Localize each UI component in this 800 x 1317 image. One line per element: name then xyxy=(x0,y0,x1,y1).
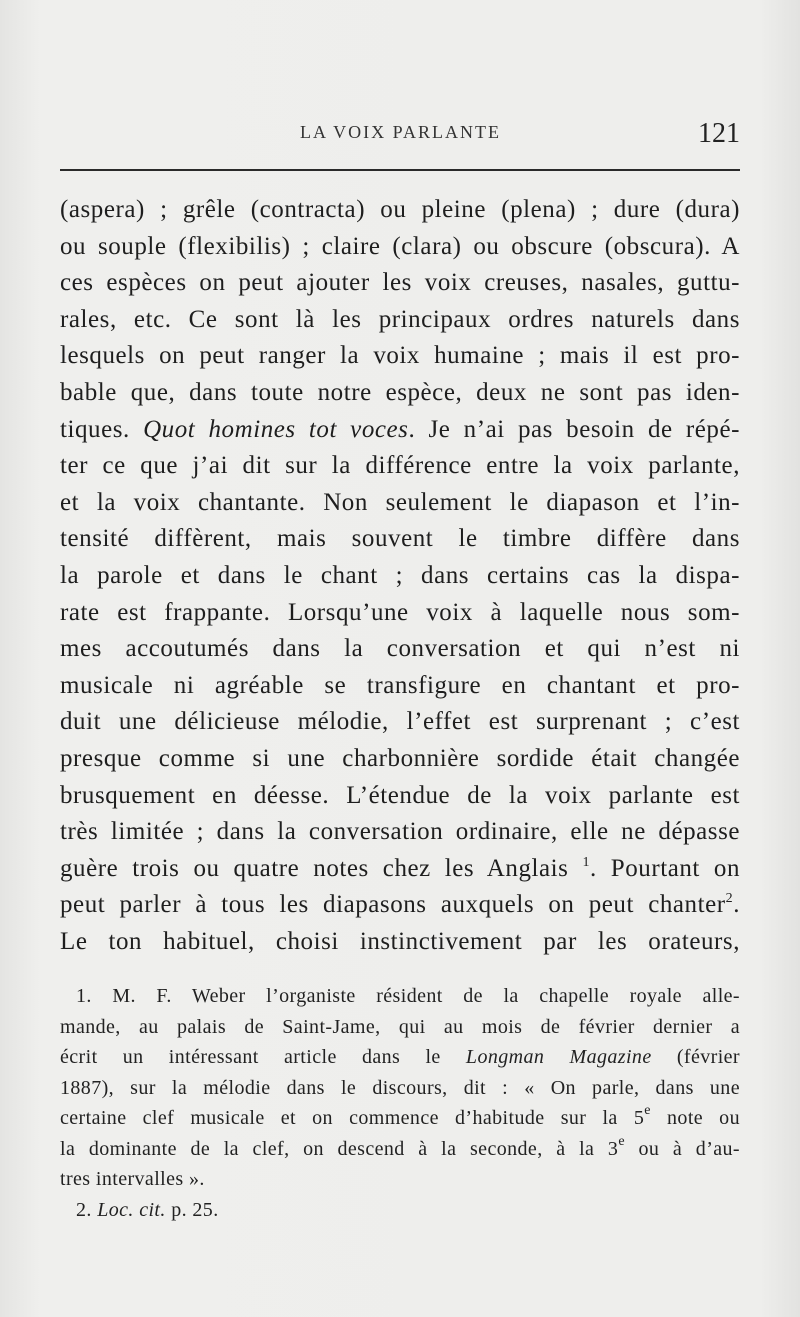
text-fragment: (février xyxy=(651,1046,740,1068)
text-line: presque comme si une charbonnière sordide était changée xyxy=(60,744,740,772)
text-line: ou souple (flexibilis) ; claire (clara) ou obscure (obscura). A xyxy=(60,232,740,260)
running-title: LA VOIX PARLANTE xyxy=(300,122,502,142)
text-line: mes accoutumés dans la conversation et qui n’est ni xyxy=(60,635,740,663)
text-line: ces espèces on peut ajouter les voix creuses, nasales, guttu- xyxy=(60,269,740,297)
text-fragment: . Je n’ai pas besoin de répé- xyxy=(408,415,740,443)
footnote-line: tres intervalles ». xyxy=(60,1168,205,1190)
text-fragment: p. 25. xyxy=(165,1198,219,1221)
text-line: ter ce que j’ai dit sur la différence entre la voix parlante, xyxy=(60,452,740,480)
footnote-line: mande, au palais de Saint-Jame, qui au mois de février dernier a xyxy=(60,1015,740,1038)
footnote-line: 1887), sur la mélodie dans le discours, dit : « On parle, dans une xyxy=(60,1076,740,1099)
text-line: brusquement en déesse. L’étendue de la voix parlante est xyxy=(60,781,740,809)
text-line: et la voix chantante. Non seulement le diapason et l’in- xyxy=(60,488,740,516)
footnote-ref-1: 1 xyxy=(582,854,590,870)
footnote-line xyxy=(60,1134,740,1165)
footnote-line xyxy=(60,1195,740,1226)
text-line: très limitée ; dans la conversation ordinaire, elle ne dépasse xyxy=(60,818,740,846)
text-line xyxy=(60,887,740,924)
footnote-line: 1. M. F. Weber l’organiste résident de la chapelle royale alle- xyxy=(76,985,740,1007)
text-fragment: ou à d’au- xyxy=(624,1137,740,1160)
text-line: lesquels on peut ranger la voix humaine ; mais il est pro- xyxy=(60,342,740,370)
magazine-title: Longman Magazine xyxy=(465,1046,652,1068)
body-text xyxy=(60,192,740,960)
text-fragment: 2. xyxy=(76,1198,98,1221)
footnote-ref-2: 2 xyxy=(725,891,734,907)
text-line: rales, etc. Ce sont là les principaux ordres naturels dans xyxy=(60,305,740,333)
text-line: Le ton habituel, choisi instinctivement par les orateurs, xyxy=(60,927,740,955)
text-line: (aspera) ; grêle (contracta) ou pleine (plena) ; dure (dura) xyxy=(60,196,740,223)
text-line: musicale ni agréable se transfigure en chantant et pro- xyxy=(60,671,740,699)
text-fragment: certaine clef musicale et on commence d’habitude sur la 5 xyxy=(60,1107,645,1129)
ordinal-sup: e xyxy=(618,1133,625,1149)
page-header xyxy=(60,118,740,152)
text-line: la parole et dans le chant ; dans certains cas la dispa- xyxy=(60,561,740,589)
text-line: rate est frappante. Lorsqu’une voix à laquelle nous som- xyxy=(60,598,740,626)
footnote-line xyxy=(60,1103,740,1134)
latin-quote: Quot homines tot voces xyxy=(143,415,409,443)
text-line xyxy=(60,412,740,449)
text-line: bable que, dans toute notre espèce, deux ne sont pas iden- xyxy=(60,378,740,406)
text-line: duit une délicieuse mélodie, l’effet est surprenant ; c’est xyxy=(60,708,740,736)
text-fragment: peut parler à tous les diapasons auxquels on peut chanter xyxy=(60,891,726,919)
text-fragment: tiques. xyxy=(60,415,144,443)
footnotes xyxy=(60,981,740,1225)
text-fragment: note ou xyxy=(650,1107,740,1129)
header-rule xyxy=(60,169,740,171)
text-fragment: guère trois ou quatre notes chez les Anglais xyxy=(60,854,583,882)
text-fragment: . Pourtant on xyxy=(590,854,740,882)
ordinal-sup: e xyxy=(644,1103,651,1118)
text-line xyxy=(60,851,740,888)
text-line: tensité diffèrent, mais souvent le timbre diffère dans xyxy=(60,525,740,553)
text-fragment: . xyxy=(733,891,740,919)
text-fragment: écrit un intéressant article dans le xyxy=(60,1046,466,1068)
footnote-line xyxy=(60,1042,740,1073)
page-number: 121 xyxy=(698,118,740,149)
citation-abbrev: Loc. cit. xyxy=(97,1198,166,1221)
text-fragment: la dominante de la clef, on descend à la seconde, à la 3 xyxy=(60,1137,619,1160)
